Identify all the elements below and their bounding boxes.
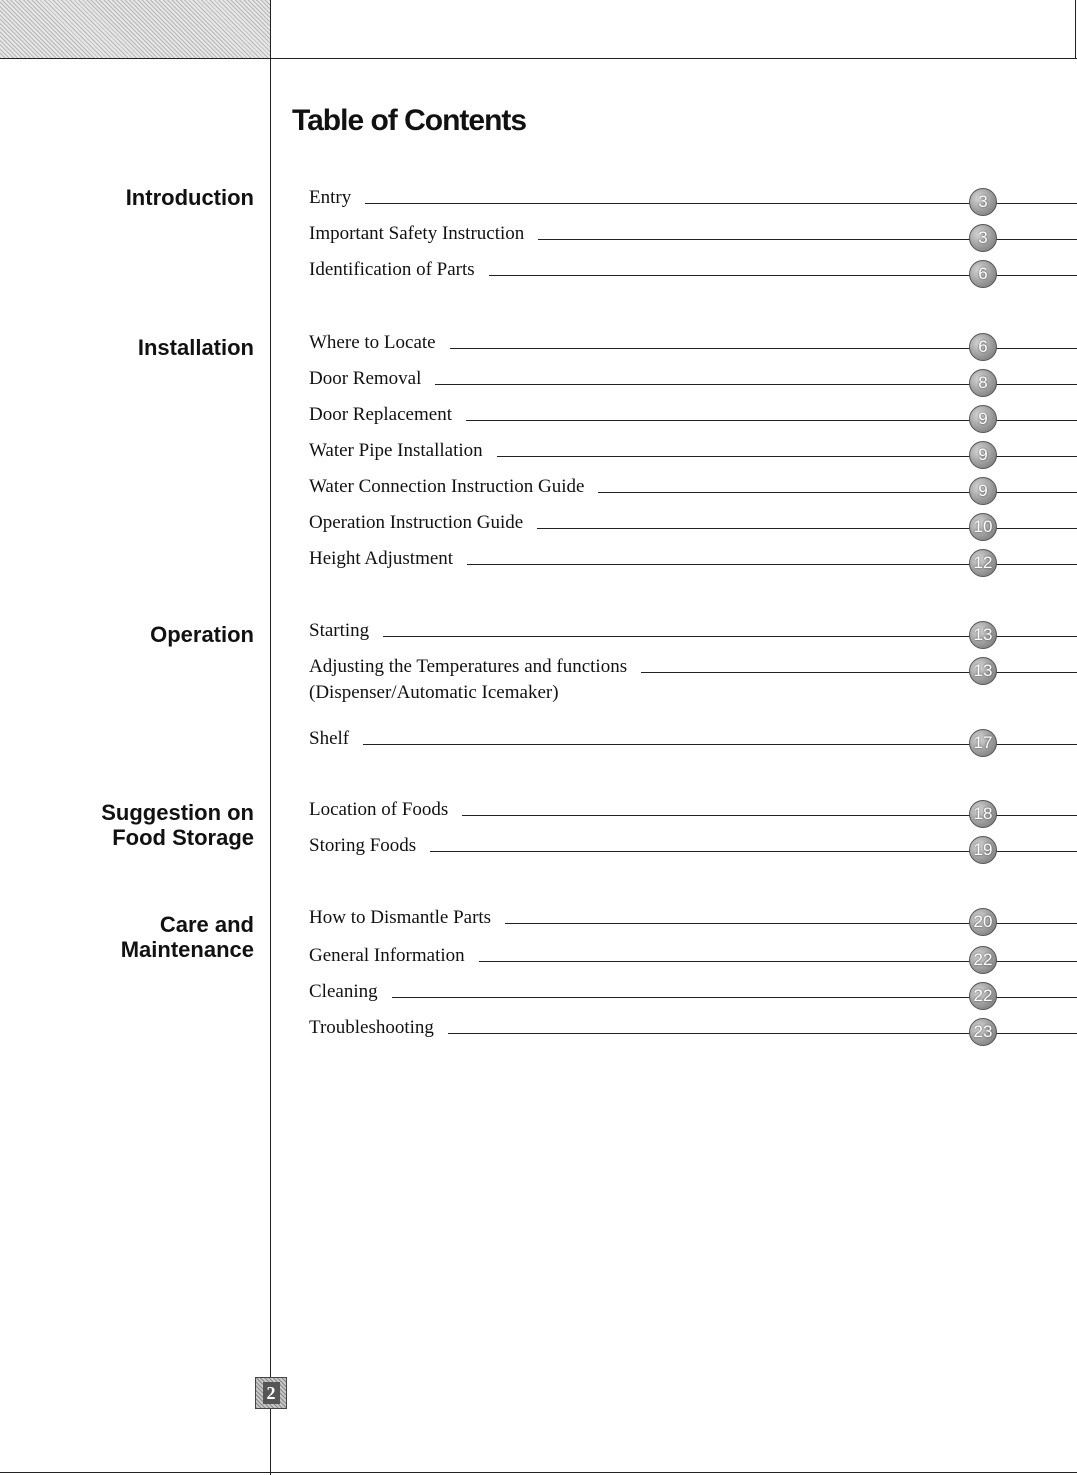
toc-entry-title: Water Pipe Installation <box>309 440 497 462</box>
toc-entry[interactable] <box>309 945 1077 993</box>
page-badge-icon: 19 <box>969 836 997 864</box>
page-badge-icon: 3 <box>969 188 997 216</box>
toc-entry-title: Starting <box>309 620 383 642</box>
page-badge-icon: 6 <box>969 333 997 361</box>
toc-entry-title: Troubleshooting <box>309 1017 448 1039</box>
header-rule <box>0 58 1077 59</box>
toc-entry-title: Storing Foods <box>309 835 430 857</box>
page-badge-icon: 9 <box>969 477 997 505</box>
section-label: Suggestion on Food Storage <box>101 800 254 850</box>
page-badge-icon: 9 <box>969 441 997 469</box>
page-badge-icon: 20 <box>969 908 997 936</box>
leader-line <box>309 997 1077 998</box>
header-decoration <box>0 0 270 58</box>
section-label: Care and Maintenance <box>120 912 254 962</box>
toc-entry[interactable] <box>309 259 1077 307</box>
toc-entry-title: Where to Locate <box>309 332 450 354</box>
toc-entry-title: Operation Instruction Guide <box>309 512 537 534</box>
page-badge-icon: 12 <box>969 549 997 577</box>
page-badge-icon: 22 <box>969 946 997 974</box>
toc-entry[interactable] <box>309 728 1077 776</box>
toc-entry-title: Shelf <box>309 728 363 750</box>
leader-line <box>309 744 1077 745</box>
toc-entry-title: Cleaning <box>309 981 392 1003</box>
section-label: Operation <box>150 622 254 647</box>
page-badge-icon: 23 <box>969 1018 997 1046</box>
section-label: Introduction <box>125 185 254 210</box>
page-badge-icon: 13 <box>969 657 997 685</box>
page-number: 2 <box>263 1382 280 1404</box>
page-badge-icon: 13 <box>969 621 997 649</box>
toc-entry-title-line2: (Dispenser/Automatic Icemaker) <box>309 682 573 704</box>
toc-entry-title: Height Adjustment <box>309 548 467 570</box>
header-right-edge <box>1075 0 1076 58</box>
footer-rule <box>0 1472 1077 1473</box>
toc-entry-title: Water Connection Instruction Guide <box>309 476 598 498</box>
toc-entry-title: Location of Foods <box>309 799 462 821</box>
toc-entry-title: How to Dismantle Parts <box>309 907 505 929</box>
toc-entry-title: Door Removal <box>309 368 435 390</box>
page-badge-icon: 17 <box>969 729 997 757</box>
page-number-badge <box>255 1377 287 1409</box>
toc-entry-title: General Information <box>309 945 479 967</box>
toc-entry-title: Identification of Parts <box>309 259 489 281</box>
toc-entry[interactable] <box>309 1017 1077 1065</box>
page-badge-icon: 3 <box>969 224 997 252</box>
page-badge-icon: 9 <box>969 405 997 433</box>
toc-entry-continuation <box>309 682 1077 730</box>
page-badge-icon: 18 <box>969 800 997 828</box>
page-badge-icon: 10 <box>969 513 997 541</box>
page-badge-icon: 6 <box>969 260 997 288</box>
toc-entry-title: Important Safety Instruction <box>309 223 538 245</box>
toc-entry-title: Door Replacement <box>309 404 466 426</box>
column-divider <box>270 0 271 1475</box>
page-title: Table of Contents <box>292 104 527 137</box>
toc-entry-title: Adjusting the Temperatures and functions <box>309 656 641 678</box>
leader-line <box>309 636 1077 637</box>
page-badge-icon: 8 <box>969 369 997 397</box>
section-label: Installation <box>137 335 254 360</box>
toc-entry-title: Entry <box>309 187 365 209</box>
leader-line <box>309 203 1077 204</box>
page-badge-icon: 22 <box>969 982 997 1010</box>
toc-entry[interactable] <box>309 835 1077 883</box>
toc-entry[interactable] <box>309 548 1077 596</box>
